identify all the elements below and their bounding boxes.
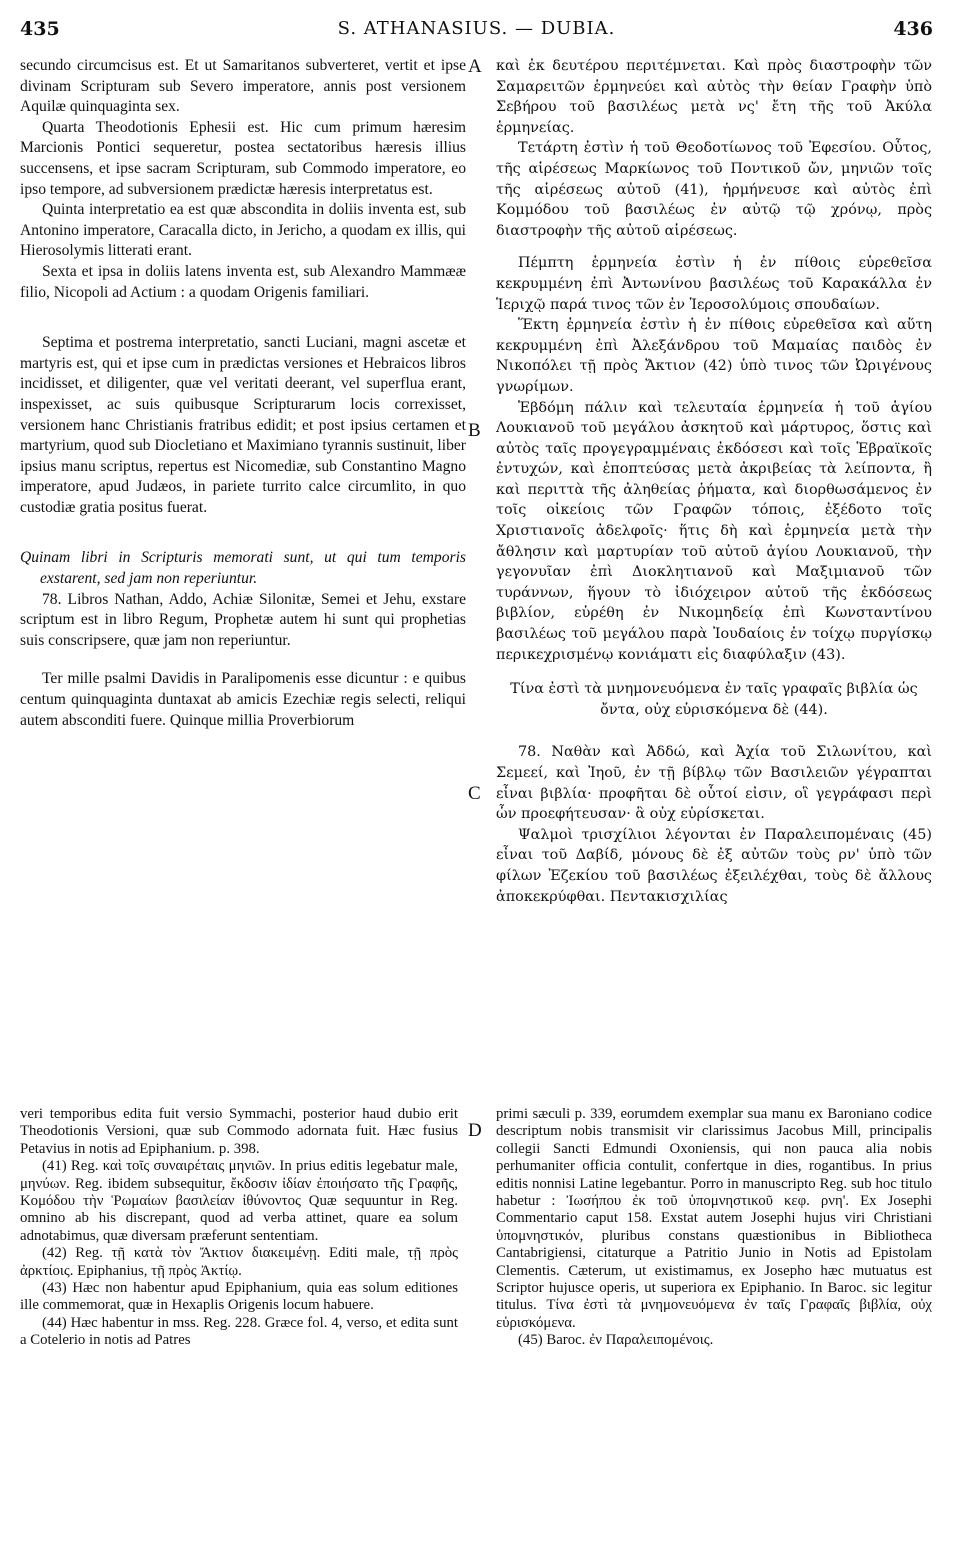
latin-section-heading: Quinam libri in Scripturis memorati sunt, ut qui tum temporis exstarent, sed jam non reperiuntur.	[20, 549, 466, 588]
latin-column	[20, 56, 466, 731]
footnote-45: (45) Baroc. ἐν Παραλειπομένοις.	[518, 1332, 714, 1349]
footnote-44: (44) Hæc habentur in mss. Reg. 228. Græce fol. 4, verso, et edita sunt a Cotelerio in notis ad Patres	[20, 1314, 458, 1349]
greek-section-heading: Τίνα ἐστὶ τὰ μνημονευόμενα ἐν ταῖς γραφαῖς βιβλία ὡς ὄντα, οὐχ εὑρισκόμενα δὲ (44).	[510, 681, 918, 718]
footnote: primi sæculi p. 339, eorumdem exemplar sua manu ex Baroniano codice descriptum nobis transmisit vir clarissimus Jacobus Mill, principalis collegii Sancti Edmundi Oxoniensis, qui non pauca alia nobis perhumaniter officia contulit, confertque in dies, rogantibus. In prius editis nonnisi Latine legebantur. Porro in manuscripto Reg. sub hoc titulo habetur : Ἰωσήπου ἐκ τοῦ ὑπομνηστικοῦ κεφ. ρνη'. Ex Josephi Commentario caput 158. Exstat autem Josephi hujus viri Christiani ὑπομνηστικόν, pluribus constans quæstionibus in Bibliotheca Cantabrigiensi, citaturque a Patritio Junio in Notis ad Epistolam Clementis. Cæterum, ut existimamus, ex Josepho hæc mutuatus est Scriptor hujusce operis, ut superiora ex Epiphanio. In Baroc. sic legitur titulus. Τίνα ἐστὶ τὰ μνημονευόμενα ἐν ταῖς Γραφαῖς βιβλία, οὐχ εὑρισκόμενα.	[496, 1106, 932, 1331]
section-marker-c: C	[468, 783, 481, 804]
greek-paragraph: Τετάρτη ἐστὶν ἡ τοῦ Θεοδοτίωνος τοῦ Ἐφεσίου. Οὗτος, τῆς αἱρέσεως Μαρκίωνος τοῦ Ποντικοῦ ὤν, μηνιῶν τοῖς τῆς αἱρέσεως αὐτοῦ (41), ἡρμήνευσε καὶ αὐτὸς ἐπὶ Κομμόδου τοῦ βασιλέως ἐν αὐτῷ τῷ χρόνῳ, πρὸς διαστροφὴν τῆς αὐτοῦ αἱρέσεως.	[496, 140, 932, 239]
latin-paragraph: Quarta Theodotionis Ephesii est. Hic cum primum hæresim Marcionis Pontici sequeretur, postea sectatoribus hæresis illius succensens, et ipse sacram Scripturam, sub Commodo imperatore, eo ipso tempore, ad subversionem prædictæ hæresis interpretatus est.	[20, 118, 466, 198]
latin-paragraph: Quinta interpretatio ea est quæ abscondita in doliis inventa est, sub Antonino imperatore, Caracalla dicto, in Jericho, a quodam ex illis, qui Hierosolymis litterati erant.	[20, 201, 466, 260]
running-title: S. ATHANASIUS. — DUBIA.	[337, 18, 616, 39]
latin-paragraph: Sexta et ipsa in doliis latens inventa est, sub Alexandro Mammææ filio, Nicopoli ad Actium : a quodam Origenis familiari.	[20, 262, 466, 301]
greek-paragraph: καὶ ἐκ δευτέρου περιτέμνεται. Καὶ πρὸς διαστροφὴν τῶν Σαμαρειτῶν ἑρμηνεύει καὶ αὐτὸς τὴν θείαν Γραφὴν ὑπὸ Σεβήρου τοῦ βασιλέως μετὰ νς' ἔτη τῆς τοῦ Ἀκύλα ἑρμηνείας.	[496, 58, 932, 136]
section-marker-b: B	[468, 420, 481, 441]
section-marker-d: D	[468, 1120, 482, 1141]
latin-paragraph: Septima et postrema interpretatio, sancti Luciani, magni ascetæ et martyris est, qui et ipse cum in prædictas versiones et Hebraicos libros incidisset, et diligenter, quæ vel veritati deerant, vel superflua erant, inspexisset, ac suis quibusque Scripturarum locis correxisset, versionem hanc Christianis fratribus edidit; et post ipsius certamen et martyrium, quod sub Diocletiano et Maximiano tyrannis sustinuit, liber ipsius manu scriptus, repertus est Nicomediæ, sub Constantino Magno imperatore, apud Judæos, in pariete turrito calce circumlito, in quo custodiæ gratia positus fuerat.	[20, 334, 466, 516]
page-number-left: 435	[20, 18, 60, 40]
section-marker-a: A	[468, 56, 482, 77]
footnote: veri temporibus edita fuit versio Symmachi, posterior haud dubio erit Theodotionis Versioni, quæ sub Commodo adornata fuit. Hæc fusius Petavius in notis ad Epiphanium. p. 398.	[20, 1106, 458, 1157]
latin-paragraph: Ter mille psalmi Davidis in Paralipomenis esse dicuntur : e quibus centum quinquaginta duntaxat ab amicis Ezechiæ regis selecti, reliqui autem absconditi fuere. Quinque millia Proverbiorum	[20, 670, 466, 729]
greek-paragraph: Ἕκτη ἑρμηνεία ἐστὶν ἡ ἐν πίθοις εὑρεθεῖσα καὶ αὕτη κεκρυμμένη ἐπὶ Ἀλεξάνδρου τοῦ Μαμαίας παιδὸς ἐν Νικοπόλει τῇ πρὸς Ἄκτιον (42) ὑπὸ τινος τῶν Ὠριγένους γνωρίμων.	[496, 317, 932, 395]
page-header	[20, 18, 933, 48]
greek-column	[496, 56, 932, 907]
latin-paragraph: secundo circumcisus est. Et ut Samaritanos subverteret, vertit et ipse divinam Scripturam sub Severo imperatore, annis post versionem Aquilæ quinquaginta sex.	[20, 57, 466, 116]
greek-paragraph: Ψαλμοὶ τρισχίλιοι λέγονται ἐν Παραλειπομέναις (45) εἶναι τοῦ Δαβίδ, μόνους δὲ ἐξ αὐτῶν τοὺς ρν' ὑπὸ τῶν φίλων Ἐζεκίου τοῦ βασιλέως ἐξειλέχθαι, τοὺς δὲ ἄλλους ἀποκεκρύφθαι. Πεντακισχιλίας	[496, 826, 932, 905]
latin-paragraph: 78. Libros Nathan, Addo, Achiæ Silonitæ, Semei et Jehu, exstare scriptum est in libro Regum, Prophetæ autem hi sunt qui prophetias suis conscripsere, quæ jam non reperiuntur.	[20, 590, 466, 649]
greek-paragraph: Πέμπτη ἑρμηνεία ἐστὶν ἡ ἐν πίθοις εὑρεθεῖσα κεκρυμμένη ἐπὶ Ἀντωνίνου βασιλέως τοῦ Καρακάλλα ἐν Ἱεριχῷ παρά τινος τῶν ἐν Ἱεροσολύμοις σπουδαίων.	[496, 255, 932, 313]
footnote-43: (43) Hæc non habentur apud Epiphanium, quia eas solum editiones ille commemorat, quæ in Hexaplis Origenis locum habuere.	[20, 1280, 458, 1314]
footnotes-left	[20, 1106, 458, 1350]
footnote-42: (42) Reg. τῇ κατὰ τὸν Ἄκτιον διακειμένῃ. Editi male, τῇ πρὸς ἀρκτίοις. Epiphanius, τῇ πρὸς Ἀκτίῳ.	[20, 1245, 458, 1279]
page-number-right: 436	[893, 18, 933, 40]
footnote-41: (41) Reg. καὶ τοῖς συναιρέταις μηνιῶν. In prius editis legebatur male, μηνύων. Reg. ibidem subsequitur, ἔκδοσιν ἰδίαν ἐποιήσατο τῆς Γραφῆς, Κομόδου τὴν Ῥωμαίων βασιλείαν ἰθύνοντος Quæ sequuntur in Reg. omnino ab his discrepant, quod ad verba attinet, quare ea solum adnotabimus, quæ diversam præferunt sententiam.	[20, 1158, 458, 1244]
greek-paragraph: Ἑβδόμη πάλιν καὶ τελευταία ἑρμηνεία ἡ τοῦ ἁγίου Λουκιανοῦ τοῦ μεγάλου ἀσκητοῦ καὶ μάρτυρος, ὅστις καὶ αὐτὸς ταῖς προγεγραμμέναις ἐκδόσεσι καὶ τοῖς Ἑβραϊκοῖς ἐντυχών, καὶ ἐποπτεύσας μετὰ ἀκριβείας τὰ λείποντα, ἢ καὶ περιττὰ τῆς ἀληθείας ῥήματα, καὶ διορθωσάμενος ἐν τοῖς οἰκείοις τῶν Γραφῶν τόποις, ἐξέδοτο τοῖς Χριστιανοῖς ἀδελφοῖς· ἥτις δὴ καὶ ἑρμηνεία μετὰ τὴν ἄθλησιν καὶ μαρτυρίαν τοῦ αὐτοῦ ἁγίου Λουκιανοῦ, τὴν γεγονυῖαν ἐπὶ Διοκλητιανοῦ καὶ Μαξιμιανοῦ τῶν τυράννων, ἥγουν τὸ ἰδιόχειρον αὐτοῦ τῆς ἐκδόσεως βιβλίον, εὑρέθη ἐν Νικομηδείᾳ ἐπὶ Κωνσταντίνου βασιλέως τοῦ μεγάλου παρὰ Ἰουδαίοις ἐν τοίχῳ πυργίσκῳ περικεχρισμένῳ κονιάματι εἰς διαφύλαξιν (43).	[496, 399, 932, 663]
greek-paragraph: 78. Ναθὰν καὶ Ἀδδώ, καὶ Ἀχία τοῦ Σιλωνίτου, καὶ Σεμεεί, καὶ Ἰηοῦ, ἐν τῇ βίβλῳ τῶν Βασιλειῶν γέγραπται εἶναι βιβλία· προφῆται δὲ οὗτοί εἰσιν, οἳ γεγράφασι περὶ ὧν προεφήτευσαν· ἃ οὐχ εὑρίσκεται.	[496, 744, 932, 823]
footnotes-right	[496, 1106, 932, 1350]
